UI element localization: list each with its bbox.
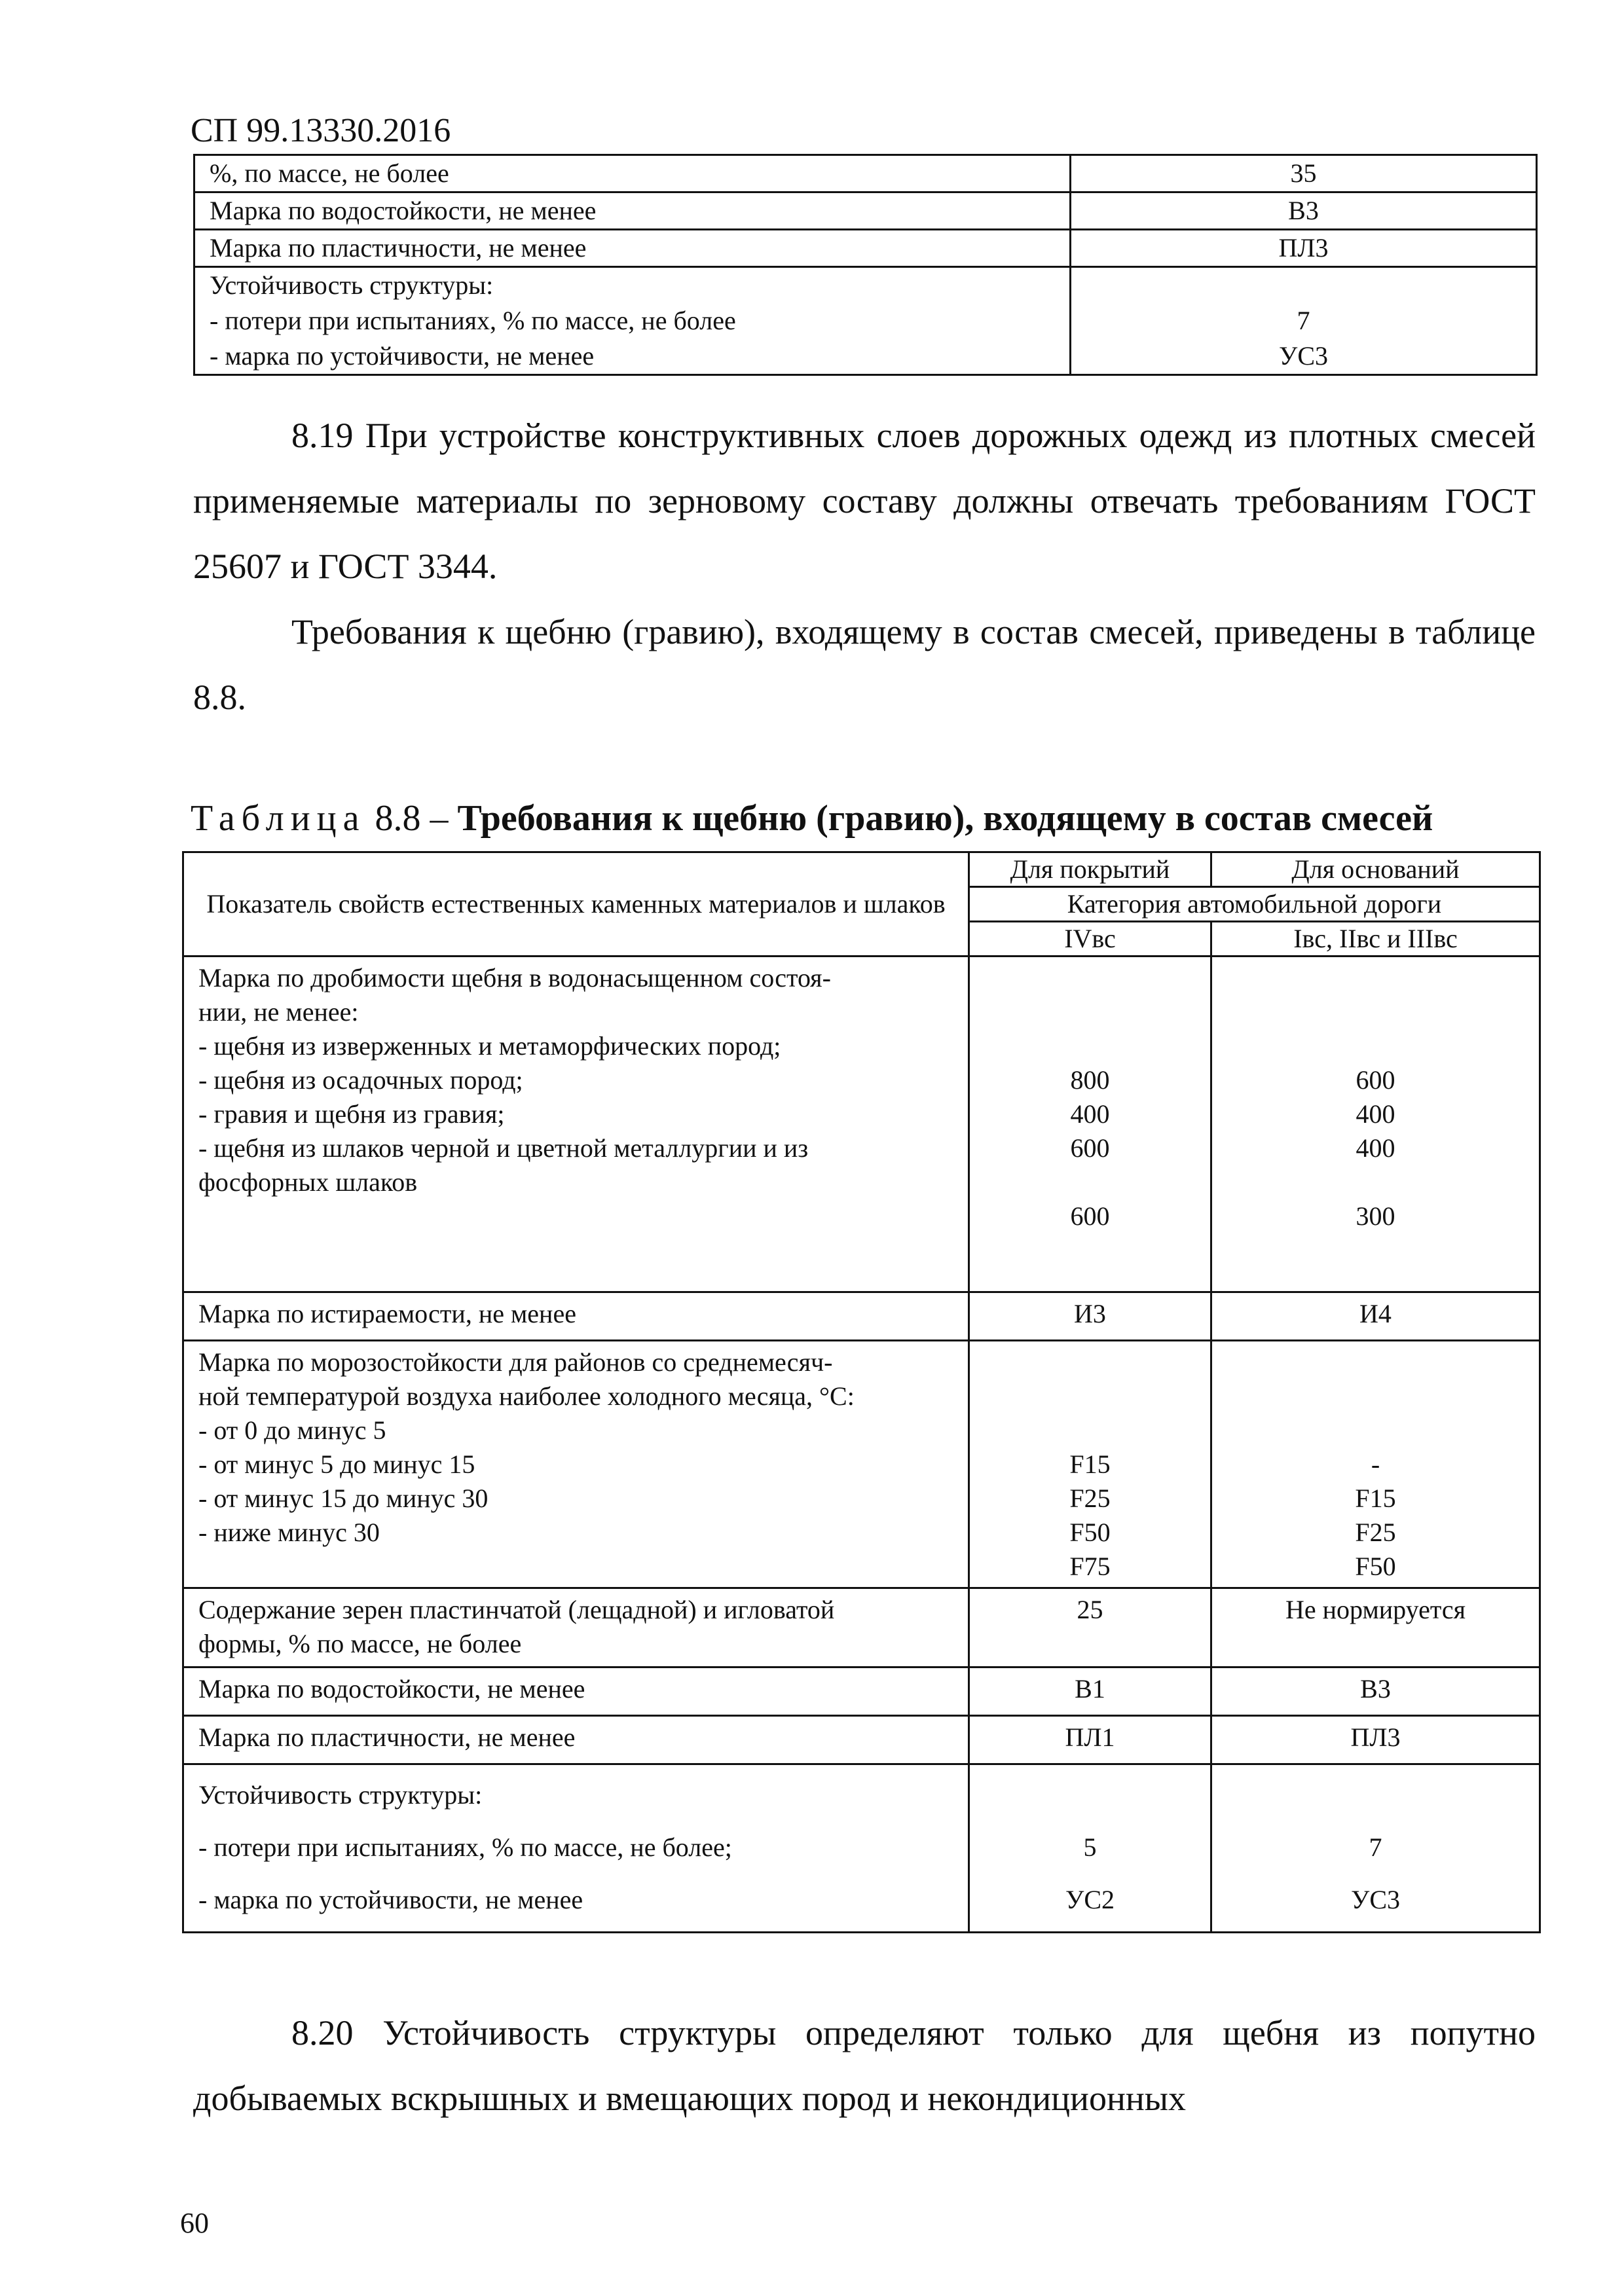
value-line: УС3	[1279, 341, 1328, 371]
header-row	[183, 852, 1540, 887]
row-value: В3	[1071, 192, 1537, 230]
row-label: Марка по дробимости щебня в водонасыщенном состоя- нии, не менее: - щебня из изверженных и метаморфических пород; - щебня из осадочных пород; - гравия и щебня из гравия; - щебня из шлаков черной и цветной металлургии и из фосфорных шлаков	[183, 957, 969, 1292]
row-value-coverings: В1	[969, 1667, 1211, 1716]
row-value-bases: Не нормируется	[1211, 1588, 1540, 1667]
header-indicator: Показатель свойств естественных каменных материалов и шлаков	[183, 852, 969, 957]
table-row	[183, 1764, 1540, 1933]
row-label: %, по массе, не более	[194, 155, 1071, 192]
paragraph-table-reference: Требования к щебню (гравию), входящему в состав смесей, приведены в таблице 8.8.	[193, 612, 1536, 717]
row-value-coverings: 800 400 600 600	[969, 957, 1211, 1292]
document-code: СП 99.13330.2016	[191, 112, 451, 149]
header-coverings: Для покрытий	[969, 852, 1211, 887]
header-category-iv: IVвс	[969, 922, 1211, 957]
row-value	[1071, 267, 1537, 375]
page-number: 60	[180, 2207, 209, 2239]
row-value-coverings: ПЛ1	[969, 1716, 1211, 1764]
header-bases: Для оснований	[1211, 852, 1540, 887]
label-line: Устойчивость структуры:	[210, 270, 494, 300]
row-label: Марка по пластичности, не менее	[194, 230, 1071, 267]
table-row	[194, 230, 1537, 267]
row-value-bases: И4	[1211, 1292, 1540, 1341]
caption-title: Требования к щебню (гравию), входящему в состав смесей	[457, 798, 1433, 839]
row-value-bases: В3	[1211, 1667, 1540, 1716]
row-value-bases: ПЛ3	[1211, 1716, 1540, 1764]
caption-label: Таблица	[191, 798, 366, 839]
table-row	[194, 155, 1537, 192]
row-label: Марка по водостойкости, не менее	[183, 1667, 969, 1716]
row-label: Марка по водостойкости, не менее	[194, 192, 1071, 230]
table-8-8	[182, 851, 1541, 1933]
row-value-coverings: F15 F25 F50 F75	[969, 1341, 1211, 1588]
row-value-coverings: И3	[969, 1292, 1211, 1341]
continued-table	[193, 154, 1538, 376]
table-row	[194, 192, 1537, 230]
label-line: - потери при испытаниях, % по массе, не более	[210, 306, 736, 335]
row-value: 35	[1071, 155, 1537, 192]
table-row	[183, 1292, 1540, 1341]
header-road-category: Категория автомобильной дороги	[969, 887, 1540, 922]
row-value-coverings: 5 УС2	[969, 1764, 1211, 1933]
table-row	[183, 1588, 1540, 1667]
row-label: Марка по морозостойкости для районов со среднемесяч- ной температурой воздуха наиболее холодного месяца, °С: - от 0 до минус 5 - от минус 5 до минус 15 - от минус 15 до минус 30 - ниже минус 30	[183, 1341, 969, 1588]
row-value: ПЛ3	[1071, 230, 1537, 267]
label-line: - марка по устойчивости, не менее	[210, 341, 595, 371]
table-caption	[191, 795, 1433, 841]
value-line: 7	[1297, 306, 1310, 335]
table-row	[183, 1341, 1540, 1588]
table-row	[183, 957, 1540, 1292]
table-row	[183, 1667, 1540, 1716]
caption-number: 8.8 –	[375, 798, 449, 839]
row-value-coverings: 25	[969, 1588, 1211, 1667]
row-value-bases: 600 400 400 300	[1211, 957, 1540, 1292]
paragraph-8-20: 8.20 Устойчивость структуры определяют только для щебня из попутно добываемых вскрышных и вмещающих пород и некондиционных	[193, 2013, 1536, 2118]
row-label: Марка по истираемости, не менее	[183, 1292, 969, 1341]
table-row	[194, 267, 1537, 375]
row-value-bases: 7 УС3	[1211, 1764, 1540, 1933]
header-category-i-iii: Iвс, IIвс и IIIвс	[1211, 922, 1540, 957]
paragraph-8-19: 8.19 При устройстве конструктивных слоев дорожных одежд из плотных смесей применяемые материалы по зерновому составу должны отвечать требованиям ГОСТ 25607 и ГОСТ 3344.	[193, 416, 1536, 586]
row-label: Марка по пластичности, не менее	[183, 1716, 969, 1764]
row-label	[194, 267, 1071, 375]
row-label: Устойчивость структуры: - потери при испытаниях, % по массе, не более; - марка по устойчивости, не менее	[183, 1764, 969, 1933]
row-label: Содержание зерен пластинчатой (лещадной) и игловатой формы, % по массе, не более	[183, 1588, 969, 1667]
table-row	[183, 1716, 1540, 1764]
row-value-bases: - F15 F25 F50	[1211, 1341, 1540, 1588]
